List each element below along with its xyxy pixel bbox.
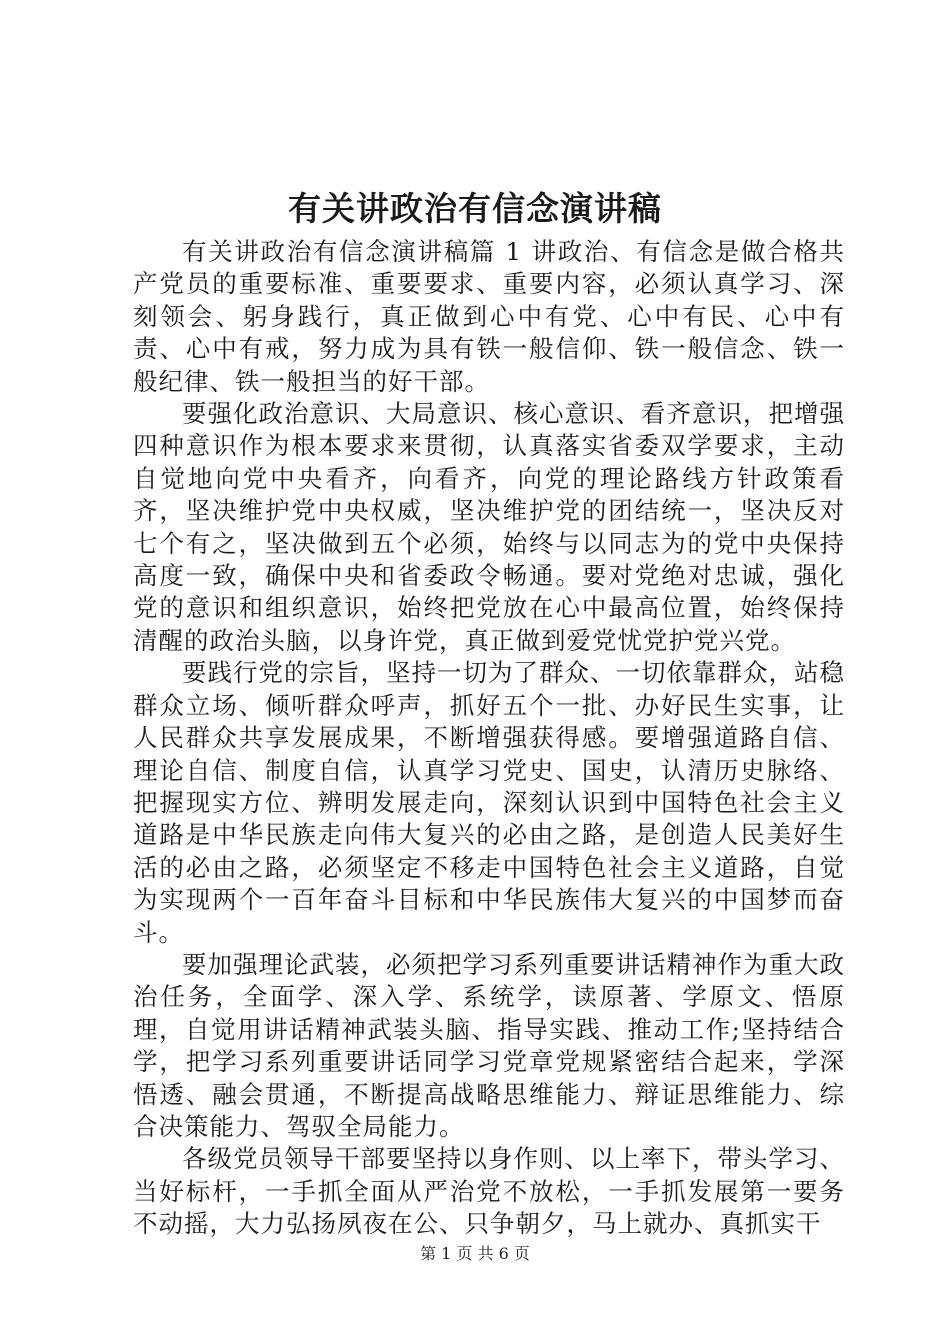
- paragraph-2: 要强化政治意识、大局意识、核心意识、看齐意识，把增强四种意识作为根本要求来贯彻，认真落实省委双学要求，主动自觉地向党中央看齐，向看齐，向党的理论路线方针政策看齐，坚决维护党中央权威，坚决维护党的团结统一，坚决反对七个有之，坚决做到五个必须，始终与以同志为的党中央保持高度一致，确保中央和省委政令畅通。要对党绝对忠诚，强化党的意识和组织意识，始终把党放在心中最高位置，始终保持清醒的政治头脑，以身许党，真正做到爱党忧党护党兴党。: [133, 399, 845, 655]
- paragraph-1: 有关讲政治有信念演讲稿篇 1 讲政治、有信念是做合格共产党员的重要标准、重要要求、重要内容，必须认真学习、深刻领会、躬身践行，真正做到心中有党、心中有民、心中有责、心中有戒，努力成为具有铁一般信仰、铁一般信念、铁一般纪律、铁一般担当的好干部。: [133, 237, 845, 396]
- document-title: 有关讲政治有信念演讲稿: [288, 189, 662, 228]
- paragraph-3: 要践行党的宗旨，坚持一切为了群众、一切依靠群众，站稳群众立场、倾听群众呼声，抓好五个一批、办好民生实事，让人民群众共享发展成果，不断增强获得感。要增强道路自信、理论自信、制度自信，认真学习党史、国史，认清历史脉络、把握现实方位、辨明发展走向，深刻认识到中国特色社会主义道路是中华民族走向伟大复兴的必由之路，是创造人民美好生活的必由之路，必须坚定不移走中国特色社会主义道路，自觉为实现两个一百年奋斗目标和中华民族伟大复兴的中国梦而奋斗。: [133, 658, 845, 947]
- paragraph-5: 各级党员领导干部要坚持以身作则、以上率下，带头学习、当好标杆，一手抓全面从严治党不放松，一手抓发展第一要务不动摇，大力弘扬夙夜在公、只争朝夕，马上就办、真抓实干: [133, 1144, 845, 1239]
- page-number-footer: 第 1 页 共 6 页: [420, 1244, 530, 1263]
- paragraph-4: 要加强理论武装，必须把学习系列重要讲话精神作为重大政治任务，全面学、深入学、系统学，读原著、学原文、悟原理，自觉用讲话精神武装头脑、指导实践、推动工作;坚持结合学，把学习系列重要讲话同学习党章党规紧密结合起来，学深悟透、融会贯通，不断提高战略思维能力、辩证思维能力、综合决策能力、驾驭全局能力。: [133, 949, 845, 1141]
- document-body: [133, 236, 845, 1241]
